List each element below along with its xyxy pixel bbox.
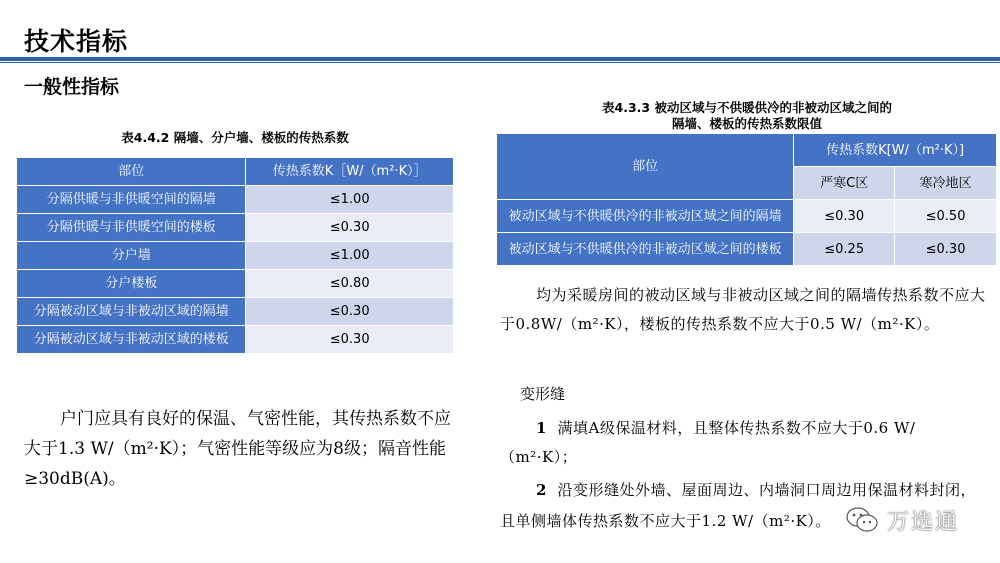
table-cell: 被动区域与不供暖供冷的非被动区域之间的隔墙 xyxy=(497,200,794,233)
title-divider-thin xyxy=(0,62,1000,63)
right-table-subheader-cold: 寒冷地区 xyxy=(895,167,997,200)
item-text: 沿变形缝处外墙、屋面周边、内墙洞口周边用保温材料封闭，且单侧墙体传热系数不应大于1.2 W/（m²·K）。 xyxy=(500,481,976,530)
table-row xyxy=(17,270,454,298)
right-table-caption-line2: 隔墙、楼板的传热系数限值 xyxy=(671,116,822,131)
deformation-joint-heading: 变形缝 xyxy=(520,385,566,403)
left-table xyxy=(16,157,454,354)
table-row xyxy=(17,326,454,354)
table-cell: ≤1.00 xyxy=(246,242,454,270)
table-cell: ≤0.30 xyxy=(246,214,454,242)
left-paragraph-door: 户门应具有良好的保温、气密性能，其传热系数不应大于1.3 W/（m²·K）；气密性能等级应为8级；隔音性能≥30dB(A)。 xyxy=(24,409,451,489)
table-cell: ≤0.30 xyxy=(246,326,454,354)
item-number: 1 xyxy=(536,419,547,437)
right-paragraph-partition: 均为采暖房间的被动区域与非被动区域之间的隔墙传热系数不应大于0.8W/（m²·K），楼板的传热系数不应大于0.5 W/（m²·K）。 xyxy=(500,286,986,333)
table-cell: ≤0.30 xyxy=(895,233,997,266)
item-text: 满填A级保温材料，且整体传热系数不应大于0.6 W/（m²·K）； xyxy=(500,419,916,466)
table-cell: 分隔被动区域与非被动区域的楼板 xyxy=(17,326,246,354)
table-cell: 被动区域与不供暖供冷的非被动区域之间的楼板 xyxy=(497,233,794,266)
page-title: 技术指标 xyxy=(24,27,129,56)
table-row xyxy=(17,298,454,326)
watermark-text: 万选通 xyxy=(887,509,960,535)
table-cell: 分隔供暖与非供暖空间的楼板 xyxy=(17,214,246,242)
title-divider xyxy=(0,57,1000,61)
table-row xyxy=(497,233,997,266)
table-cell: 分户墙 xyxy=(17,242,246,270)
table-cell: ≤0.50 xyxy=(895,200,997,233)
deformation-item-1 xyxy=(500,414,990,472)
section-title: 一般性指标 xyxy=(24,76,120,98)
wechat-icon xyxy=(845,505,879,535)
right-table-caption xyxy=(496,100,998,132)
left-table-header-k: 传热系数K［W/（m²·K）］ xyxy=(246,158,454,186)
right-table-caption-line1: 表4.3.3 被动区域与不供暖供冷的非被动区域之间的 xyxy=(602,100,892,115)
left-table-caption: 表4.4.2 隔墙、分户墙、楼板的传热系数 xyxy=(121,130,349,145)
table-cell: ≤0.80 xyxy=(246,270,454,298)
right-table xyxy=(496,133,997,266)
right-table-header-k: 传热系数K[W/（m²·K）] xyxy=(794,134,997,167)
watermark xyxy=(845,500,995,540)
table-cell: 分户楼板 xyxy=(17,270,246,298)
table-row xyxy=(17,242,454,270)
right-table-subheader-severe-cold: 严寒C区 xyxy=(794,167,895,200)
table-cell: ≤1.00 xyxy=(246,186,454,214)
table-cell: ≤0.25 xyxy=(794,233,895,266)
right-table-header-part: 部位 xyxy=(497,134,794,200)
left-table-header-part: 部位 xyxy=(17,158,246,186)
table-cell: ≤0.30 xyxy=(794,200,895,233)
table-row xyxy=(17,214,454,242)
table-row xyxy=(17,186,454,214)
table-cell: ≤0.30 xyxy=(246,298,454,326)
table-cell: 分隔供暖与非供暖空间的隔墙 xyxy=(17,186,246,214)
table-cell: 分隔被动区域与非被动区域的隔墙 xyxy=(17,298,246,326)
item-number: 2 xyxy=(536,481,547,499)
table-row xyxy=(497,200,997,233)
